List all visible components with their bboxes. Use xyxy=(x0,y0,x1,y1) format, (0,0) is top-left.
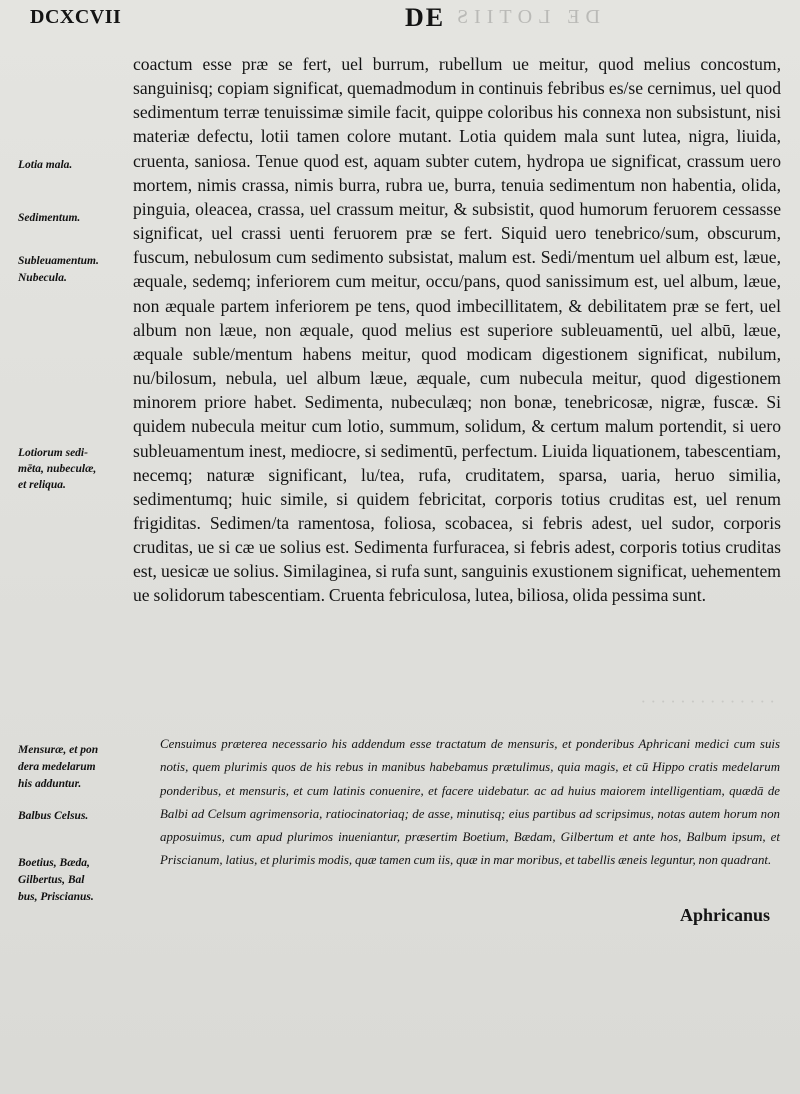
margin-note-authors-3: bus, Priscianus. xyxy=(18,891,94,903)
margin-note-authors-2: Gilbertus, Bal xyxy=(18,874,85,886)
margin-note-lotiorum-2: mēta, nubeculæ, xyxy=(18,463,97,475)
margin-note-mensurae-2: dera medelarum xyxy=(18,761,96,773)
main-text-block: coactum esse præ se fert, uel burrum, rubellum ue meitur, quod melius concostum, sanguinisq; copiam significat, quemadmodum in continuis febribus es/se cernimus, uel quod sedimentum terræ tenuissimæ simile facit, quippe coloribus his connexa non subsistunt, nisi materiæ defectu, lotii tamen colore mutant. Lotia quidem mala sunt lutea, nigra, liuida, cruenta, saniosa. Tenue quod est, aquam subter cutem, hydropa ue significat, crassum uero mortem, nimis crassa, nimis burra, rubra ue, burra, tenuia sedimentum non habentia, olida, pinguia, oleacea, crassa, uel crassum meitur, & subsistit, quod humorum feruorem cessasse significat, uel crassi uenti feruorem præ se fert. Siquid uero tenebrico/sum, obscurum, fuscum, nebulosum cum sedimento subsistat, malum est. Sedi/mentum uel album est, læue, æquale, sedemq; inferiorem cum meitur, occu/pans, quod sanissimum est, uel album, læue, non æquale partem inferiorem pe tens, quod imbecillitatem, & debilitatem præ se fert, uel album non læue, non æquale, quod melius est superiore subleuamentū, uel albū, læue, æquale suble/mentum habens meitur, quod modicam digestionem significat, nubilum, nu/bilosum, nebula, uel album læue, æquale, cum nubecula meitur, quod digestionem minorem priore habet. Sedimenta, nubeculæq; non bonæ, tenebricosæ, nigræ, fuscæ. Si quidem nubecula meitur cum lotio, summum, solidum, & certum malum portendit, si uero subleuamentum inest, mediocre, si sedimentū, perfectum. Liuida liquationem, tabescentiam, necemq; naturæ significant, lu/tea, rufa, cruditatem, sparsa, uaria, heruo similia, sedimentumq; huic simile, si quidem febricitat, corporis totius cruditas est, uel renum frigiditas. Sedimen/ta ramentosa, foliosa, scobacea, si febris adest, uel sudor, corporis cruditas, ue si cæ ue solius est. Sedimenta furfuracea, si febris adest, corporis totius cruditas est, uesicæ ue solius. Similaginea, si rufa sunt, sanguinis exustionem significat, uehementem ue solidorum tabescentiam. Cruenta febriculosa, lutea, biliosa, olida pessima sunt. xyxy=(133,54,781,606)
margin-note-authors-1: Boetius, Bæda, xyxy=(18,857,90,869)
margin-note-lotiorum-3: et reliqua. xyxy=(18,479,66,491)
margin-note-balbus-celsus: Balbus Celsus. xyxy=(18,810,89,822)
bleed-through-header: DE LOTIIS xyxy=(451,6,600,28)
running-head: DE xyxy=(405,3,446,32)
margin-note-lotia-mala: Lotia mala. xyxy=(18,159,73,171)
margin-note-mensurae-1: Mensuræ, et pon xyxy=(18,744,99,756)
margin-note-lotiorum-1: Lotiorum sedi- xyxy=(18,447,88,459)
margin-note-sedimentum: Sedimentum. xyxy=(18,212,81,224)
inset-text-block: Censuimus præterea necessario his addendum esse tractatum de mensuris, et ponderibus Aphricani medici cum suis notis, quem plurimis quos de his rebus in manibus habebamus prætulimus, quia magis, et cū Hippo cratis medelarum ponderibus, et mensuris, et cum latinis conuenire, et facere uidebatur. ac ad huius maiorem intelligentiam, quædā de Balbi ad Celsum agrimensoria, ratiocinatoriaq; de asse, minutisq; eius partibus ad scripsimus, notas autem horum non apposuimus, cum apud plurimos inueniantur, præsertim Boetium, Bædam, Gilbertum et ante hos, Balbum ipsum, et Priscianum, latius, et plurimis modis, quæ tamen cum iis, quæ in mar moribus, et tabellis æneis leguntur, non quadrant. xyxy=(160,737,780,868)
bleed-through-text: · · · · · · · · · · · · · · xyxy=(640,692,775,711)
catchword: Aphricanus xyxy=(679,905,770,925)
margin-note-subleuamentum: Subleuamentum. xyxy=(18,255,99,267)
margin-note-nubecula: Nubecula. xyxy=(18,272,67,284)
folio-number: DCXCVII xyxy=(30,6,122,28)
margin-note-mensurae-3: his adduntur. xyxy=(18,778,82,790)
